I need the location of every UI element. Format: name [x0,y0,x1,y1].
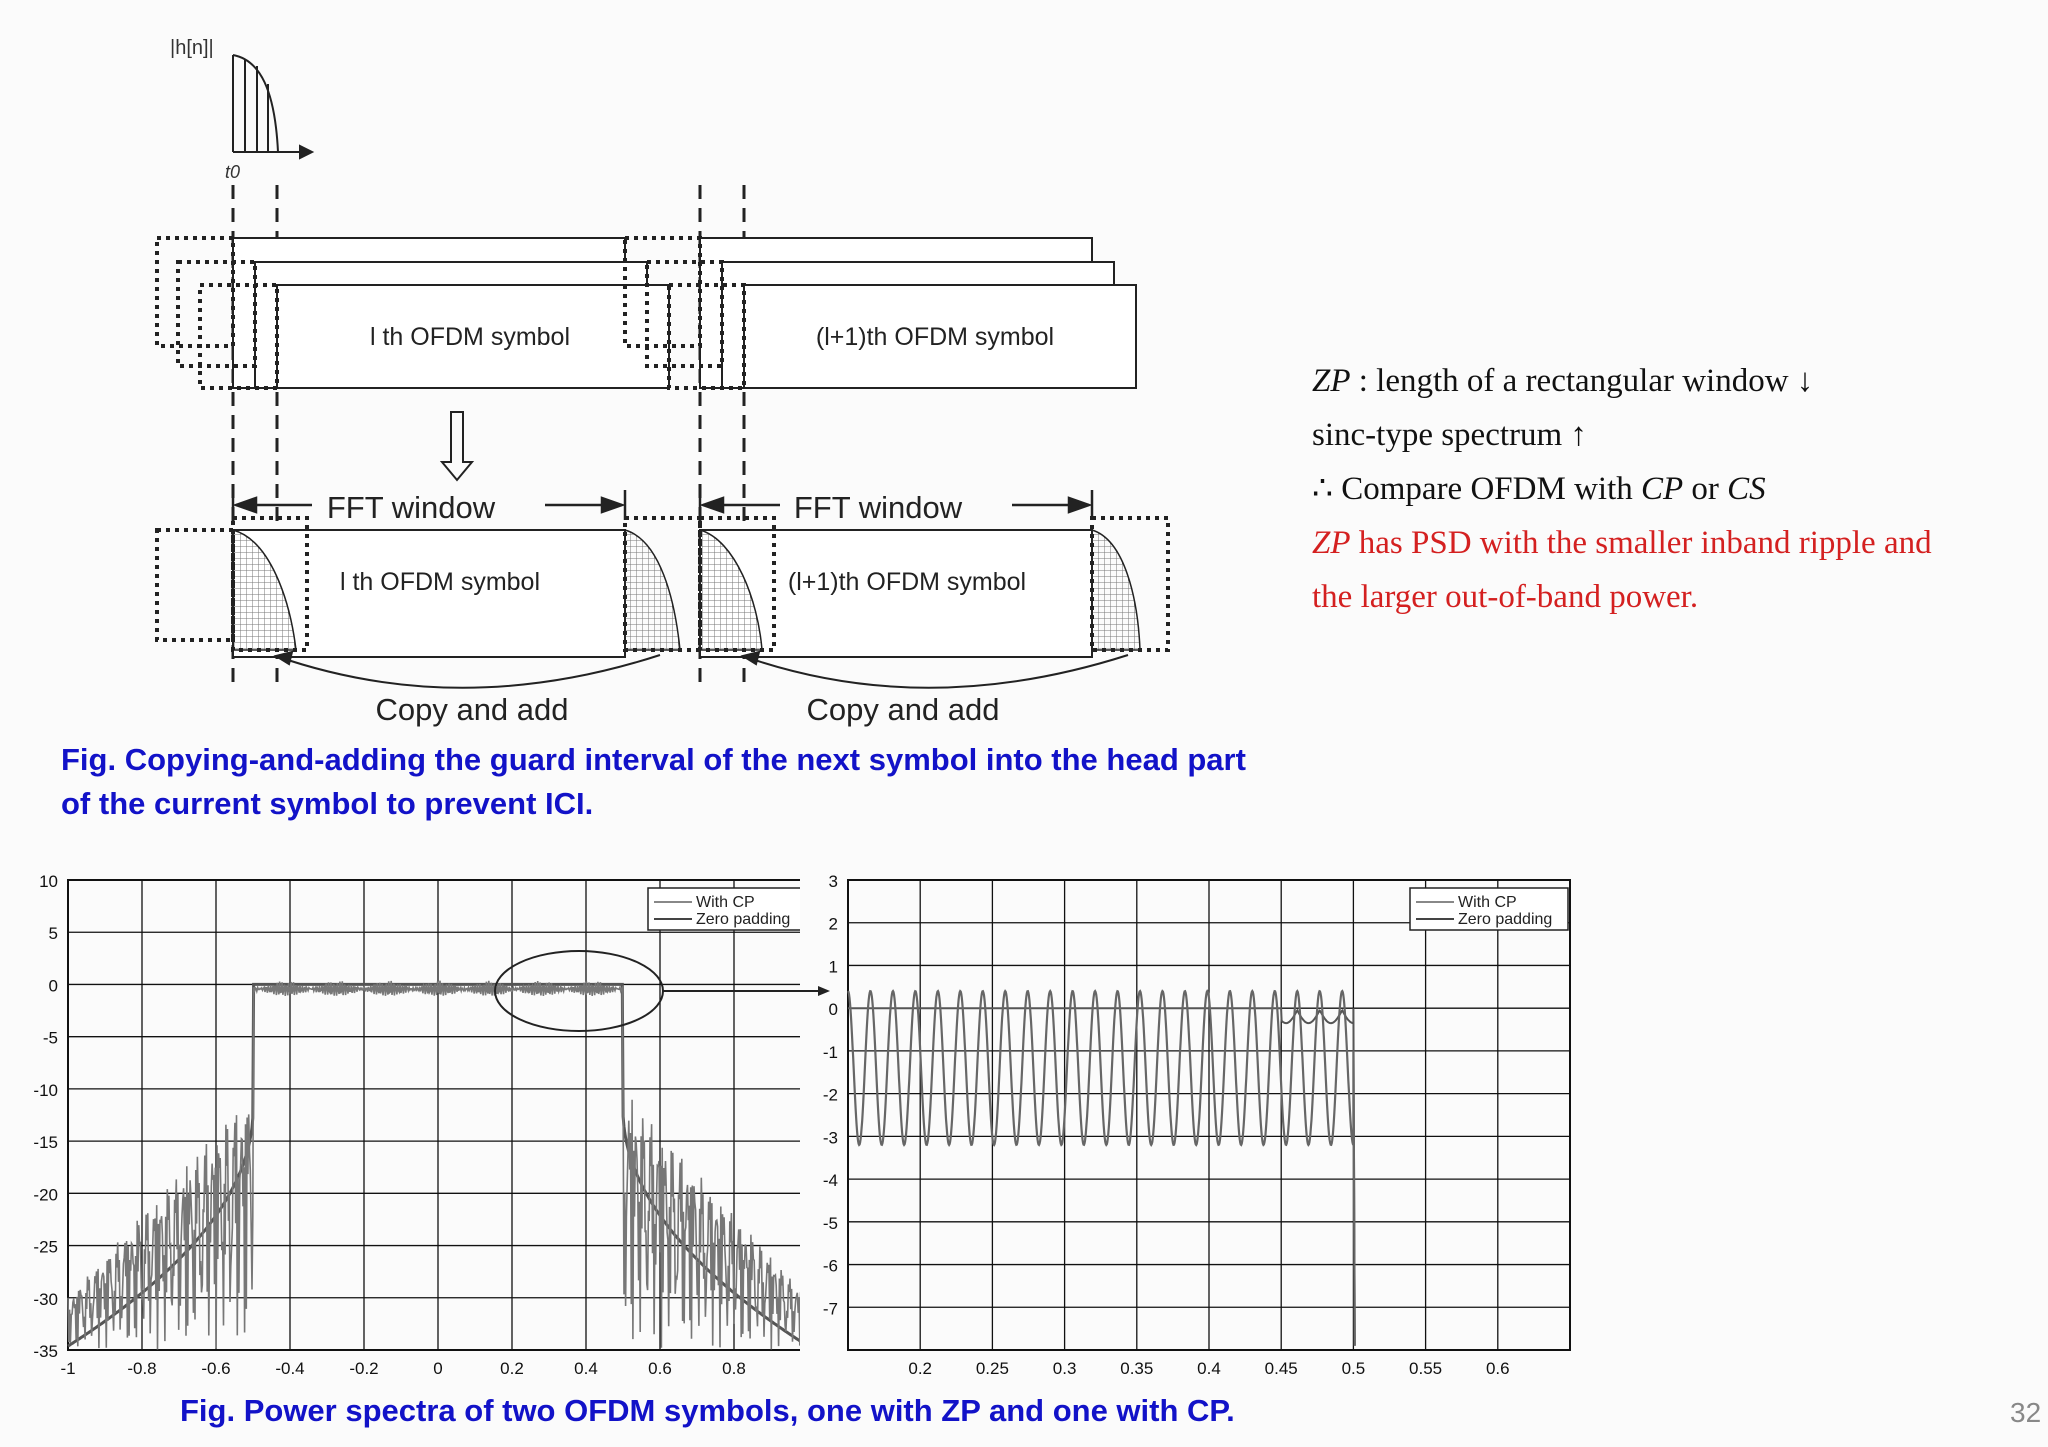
copy-add-label-1: Copy and add [375,692,569,727]
y-tick-label: -6 [822,1256,838,1276]
y-tick-label: 5 [48,924,58,944]
y-tick-label: -30 [33,1289,58,1309]
x-tick-label: 0.6 [1485,1359,1510,1378]
series-line-with-cp [848,991,1355,1346]
legend-entry: Zero padding [1458,911,1553,928]
y-tick-label: 1 [828,957,838,977]
symbol-l-label-bottom: l th OFDM symbol [339,568,541,596]
y-tick-label: 2 [828,914,838,934]
y-tick-label: 0 [828,1000,838,1020]
psd-chart-zoom [820,868,1580,1378]
note-line-5: the larger out-of-band power. [1312,579,1699,615]
y-tick-label: -5 [822,1213,838,1233]
legend [1410,888,1568,930]
legend-entry: Zero padding [696,911,791,928]
note-line-3: ∴ Compare OFDM with CP or CS [1312,471,1766,507]
notes-block [1312,354,1932,624]
figure-caption-1 [61,738,1341,826]
x-tick-label: -0.6 [201,1359,231,1378]
x-tick-label: 0.6 [648,1359,672,1378]
symbol-l1-label-top: (l+1)th OFDM symbol [815,323,1055,351]
y-tick-label: -15 [33,1133,58,1153]
y-tick-label: -5 [42,1028,58,1048]
x-tick-label: 0.4 [1197,1359,1221,1378]
series-line-zero-padding [848,1008,1355,1345]
y-tick-label: -20 [33,1185,58,1205]
fft-window-label-2: FFT window [793,490,963,525]
down-arrow-icon [442,412,472,480]
y-tick-label: 0 [48,976,58,996]
symbol-l1-label-bottom: (l+1)th OFDM symbol [787,568,1027,596]
y-tick-label: -7 [822,1299,838,1319]
x-tick-label: 0.2 [908,1359,933,1378]
x-tick-label: 0.25 [975,1359,1009,1378]
y-tick-label: -4 [822,1171,838,1191]
impulse-response-graphic [233,55,312,158]
psd-chart-full [20,868,800,1378]
x-tick-label: 0.2 [500,1359,524,1378]
x-tick-label: -0.4 [275,1359,305,1378]
y-tick-label: -10 [33,1080,58,1100]
x-tick-label: -0.2 [349,1359,379,1378]
y-tick-label: -25 [33,1237,58,1257]
note-line-4: ZP has PSD with the smaller inband ripple and [1312,525,1932,561]
y-tick-label: -2 [822,1085,838,1105]
page-number: 32 [2010,1397,2042,1428]
y-tick-label: -35 [33,1342,58,1361]
symbol-l-label-top: l th OFDM symbol [369,323,571,351]
guard-interval-diagram [0,0,1300,740]
x-tick-label: -0.8 [127,1359,157,1378]
x-tick-label: 0.4 [574,1359,598,1378]
note-line-1: ZP : length of a rectangular window ↓ [1312,363,1814,399]
grid [848,880,1570,1350]
x-tick-label: 0 [433,1359,443,1378]
copy-add-label-2: Copy and add [806,692,1000,727]
x-tick-label: 0.35 [1120,1359,1154,1378]
legend-entry: With CP [1458,894,1517,911]
x-tick-label: -1 [60,1359,76,1378]
x-tick-label: 0.45 [1264,1359,1298,1378]
x-tick-label: 0.55 [1409,1359,1443,1378]
note-line-2: sinc-type spectrum ↑ [1312,417,1587,453]
fft-window-label-1: FFT window [326,490,496,525]
x-tick-label: 0.3 [1052,1359,1077,1378]
x-tick-label: 0.8 [722,1359,746,1378]
figure-caption-2: Fig. Power spectra of two OFDM symbols, one with ZP and one with CP. [180,1393,1235,1428]
legend [648,888,800,930]
legend-entry: With CP [696,894,755,911]
x-tick-label: 0.5 [1341,1359,1366,1378]
t0-label: t0 [225,162,241,182]
caption-1-line-1: Fig. Copying-and-adding the guard interval of the next symbol into the head part [61,742,1246,777]
caption-1-line-2: of the current symbol to prevent ICI. [61,786,594,821]
y-tick-label: 3 [828,872,838,891]
y-tick-label: 10 [39,872,58,891]
impulse-label: |h[n]| [170,37,214,59]
y-tick-label: -1 [822,1042,838,1062]
y-tick-label: -3 [822,1128,838,1148]
